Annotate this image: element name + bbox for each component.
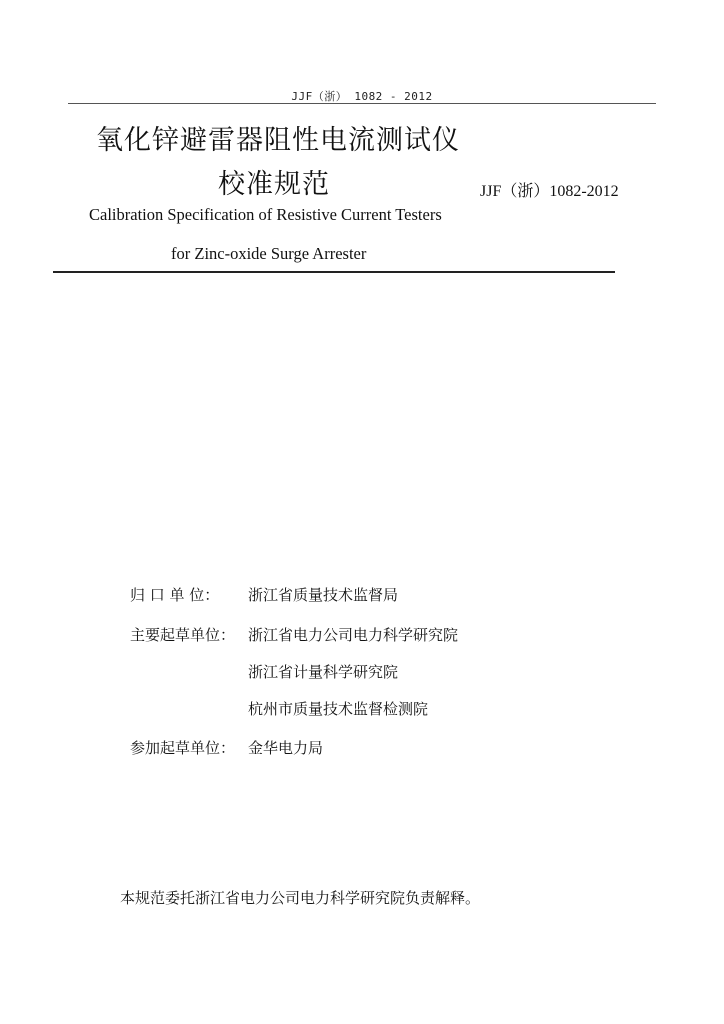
interpretation-note: 本规范委托浙江省电力公司电力科学研究院负责解释。 — [120, 889, 481, 907]
responsible-unit-label: 归 口 单 位： — [130, 586, 220, 604]
main-drafting-unit-label: 主要起草单位： — [130, 626, 236, 644]
title-divider — [53, 271, 615, 273]
responsible-unit-value: 浙江省质量技术监督局 — [248, 586, 399, 604]
chinese-title-line-2: 校准规范 — [218, 169, 330, 200]
header-divider — [68, 103, 656, 104]
running-header-code: JJF（浙） 1082 - 2012 — [291, 90, 433, 103]
english-title-line-1: Calibration Specification of Resistive Current Testers — [89, 205, 442, 224]
main-drafting-unit-value-2: 浙江省计量科学研究院 — [248, 663, 399, 681]
participating-unit-label: 参加起草单位： — [130, 739, 236, 757]
participating-unit-value: 金华电力局 — [248, 739, 324, 757]
document-code: JJF（浙）1082-2012 — [480, 183, 619, 200]
english-title-line-2: for Zinc-oxide Surge Arrester — [171, 244, 367, 263]
chinese-title-line-1: 氧化锌避雷器阻性电流测试仪 — [96, 125, 460, 156]
main-drafting-unit-value-1: 浙江省电力公司电力科学研究院 — [248, 626, 459, 644]
main-drafting-unit-value-3: 杭州市质量技术监督检测院 — [248, 700, 429, 718]
